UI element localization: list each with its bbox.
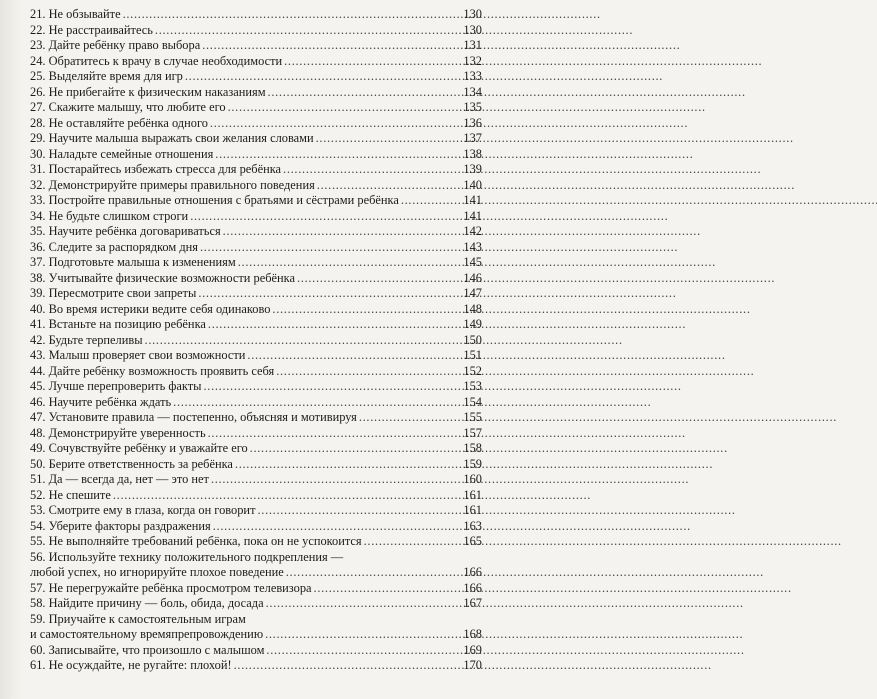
toc-dot-leader: [284, 54, 456, 70]
toc-dot-leader: [283, 162, 456, 178]
toc-dot-leader: [208, 317, 456, 333]
toc-dot-leader: [268, 85, 456, 101]
toc-entry-page: 154: [463, 394, 482, 409]
toc-entry-page: 130: [463, 7, 482, 21]
toc-entry-title: 53. Смотрите ему в глаза, когда он говорит: [30, 503, 256, 517]
toc-entry[interactable]: [30, 503, 482, 519]
toc-entry[interactable]: [30, 364, 482, 380]
toc-entry[interactable]: [30, 147, 482, 163]
toc-entry-title: 26. Не прибегайте к физическим наказаниям: [30, 84, 266, 99]
toc-dot-leader: [113, 488, 456, 504]
toc-entry-title: 54. Уберите факторы раздражения: [30, 518, 211, 533]
toc-dot-leader: [364, 534, 456, 550]
toc-dot-leader: [208, 426, 456, 442]
toc-entry-title: 28. Не оставляйте ребёнка одного: [30, 115, 208, 130]
toc-entry[interactable]: [30, 100, 482, 116]
toc-dot-leader: [257, 503, 456, 519]
toc-dot-leader: [173, 395, 456, 411]
toc-entry[interactable]: [30, 116, 482, 132]
toc-entry[interactable]: [30, 224, 482, 240]
toc-entry-title: 59. Приучайте к самостоятельным играм: [30, 611, 246, 626]
toc-entry-title: 24. Обратитесь к врачу в случае необходимости: [30, 53, 283, 68]
toc-dot-leader: [190, 209, 456, 225]
toc-entry-title: 37. Подготовьте малыша к изменениям: [30, 255, 236, 269]
toc-dot-leader: [359, 410, 456, 426]
toc-entry-title: 23. Дайте ребёнку право выбора: [30, 38, 201, 52]
toc-dot-leader: [247, 348, 456, 364]
toc-entry[interactable]: [30, 333, 482, 349]
toc-dot-leader: [297, 271, 456, 287]
toc-dot-leader: [286, 565, 456, 581]
toc-entry-page: 141: [463, 193, 482, 207]
toc-entry[interactable]: [30, 286, 482, 302]
toc-entry-title: 21. Не обзывайте: [30, 7, 121, 21]
toc-entry-page: 161: [463, 503, 482, 517]
toc-dot-leader: [202, 38, 456, 54]
toc-dot-leader: [213, 519, 456, 535]
toc-dot-leader: [234, 658, 456, 674]
toc-entry-title: 42. Будьте терпеливы: [30, 332, 143, 347]
toc-dot-leader: [123, 7, 456, 23]
toc-entry-page: 147: [463, 286, 482, 300]
toc-entry-title: любой успех, но игнорируйте плохое поведение: [30, 565, 284, 579]
toc-entry[interactable]: [30, 441, 482, 457]
toc-dot-leader: [272, 302, 456, 318]
toc-entry[interactable]: [30, 209, 482, 225]
toc-entry[interactable]: [30, 23, 482, 39]
toc-entry-page: 138: [463, 146, 482, 161]
toc-entry-page: 140: [463, 177, 482, 192]
toc-entry-title: 43. Малыш проверяет свои возможности: [30, 348, 246, 362]
toc-entry-page: 159: [463, 456, 482, 471]
toc-entry-title: 61. Не осуждайте, не ругайте: плохой!: [30, 658, 232, 672]
toc-entry-page: 165: [463, 534, 482, 548]
toc-entry-page: 143: [463, 239, 482, 254]
toc-entry-page: 153: [463, 379, 482, 393]
toc-dot-leader: [200, 240, 456, 256]
toc-entry-title: 52. Не спешите: [30, 487, 111, 502]
toc-entry-page: 132: [463, 53, 482, 68]
toc-entry-title: 56. Используйте технику положительного подкрепления —: [30, 549, 344, 564]
toc-dot-leader: [317, 178, 456, 194]
toc-entry[interactable]: [30, 317, 482, 333]
toc-dot-leader: [266, 596, 456, 612]
toc-entry-page: 166: [463, 580, 482, 595]
toc-entry-title: 44. Дайте ребёнку возможность проявить себя: [30, 363, 275, 378]
toc-entry-title: 22. Не расстраивайтесь: [30, 22, 153, 37]
toc-entry[interactable]: [30, 69, 482, 85]
toc-entry[interactable]: [30, 519, 482, 535]
toc-entry-page: 148: [463, 301, 482, 316]
toc-entry[interactable]: [30, 54, 482, 70]
toc-entry-page: 151: [463, 348, 482, 362]
toc-entry-page: 134: [463, 84, 482, 99]
toc-entry[interactable]: [30, 302, 482, 318]
toc-dot-leader: [223, 224, 456, 240]
toc-entry-title: 27. Скажите малышу, что любите его: [30, 100, 226, 114]
toc-dot-leader: [155, 23, 456, 39]
toc-entry-page: 158: [463, 441, 482, 455]
toc-entry-page: 141: [463, 208, 482, 223]
toc-entry[interactable]: [30, 85, 482, 101]
toc-entry-page: 142: [463, 224, 482, 238]
toc-entry-title: 51. Да — всегда да, нет — это нет: [30, 472, 209, 486]
toc-dot-leader: [211, 472, 456, 488]
toc-entry[interactable]: [30, 581, 482, 597]
toc-dot-leader: [228, 100, 456, 116]
toc-entry-title: 29. Научите малыша выражать свои желания словами: [30, 131, 314, 145]
toc-entry-title: 38. Учитывайте физические возможности ребёнка: [30, 270, 295, 285]
toc-entry-page: 145: [463, 255, 482, 269]
toc-entry-title: 33. Постройте правильные отношения с братьями и сёстрами ребёнка: [30, 193, 399, 207]
toc-entry-page: 146: [463, 270, 482, 285]
toc-entry-first-line[interactable]: [30, 550, 482, 566]
toc-entry[interactable]: [30, 395, 482, 411]
toc-entry-title: 41. Встаньте на позицию ребёнка: [30, 317, 206, 331]
toc-entry[interactable]: [30, 643, 482, 659]
toc-entry-title: 39. Пересмотрите свои запреты: [30, 286, 197, 300]
toc-entry[interactable]: [30, 472, 482, 488]
toc-entry-title: 30. Наладьте семейные отношения: [30, 146, 214, 161]
table-of-contents: [30, 7, 482, 674]
toc-entry-title: 55. Не выполняйте требований ребёнка, пока он не успокоится: [30, 534, 362, 548]
toc-entry-title: 36. Следите за распорядком дня: [30, 239, 198, 254]
toc-entry-page: 160: [463, 472, 482, 486]
toc-dot-leader: [145, 333, 456, 349]
toc-dot-leader: [235, 457, 456, 473]
toc-entry[interactable]: [30, 348, 482, 364]
toc-dot-leader: [266, 643, 456, 659]
toc-entry-first-line[interactable]: [30, 612, 482, 628]
toc-entry-title: 60. Записывайте, что произошло с малышом: [30, 642, 265, 657]
toc-entry-title: 40. Во время истерики ведите себя одинаково: [30, 301, 271, 316]
toc-dot-leader: [210, 116, 456, 132]
toc-entry-page: 169: [463, 642, 482, 657]
toc-entry[interactable]: [30, 379, 482, 395]
toc-dot-leader: [276, 364, 456, 380]
toc-entry-title: 32. Демонстрируйте примеры правильного поведения: [30, 177, 315, 192]
page-edge-shadow: [0, 0, 22, 699]
toc-entry-title: 46. Научите ребёнка ждать: [30, 394, 172, 409]
toc-entry-title: 48. Демонстрируйте уверенность: [30, 425, 206, 440]
toc-entry[interactable]: [30, 178, 482, 194]
toc-entry-page: 133: [463, 69, 482, 83]
toc-entry[interactable]: [30, 658, 482, 674]
toc-entry[interactable]: [30, 271, 482, 287]
toc-entry[interactable]: [30, 162, 482, 178]
toc-entry[interactable]: [30, 131, 482, 147]
toc-entry-title: 25. Выделяйте время для игр: [30, 69, 183, 83]
toc-dot-leader: [314, 581, 456, 597]
toc-dot-leader: [316, 131, 456, 147]
toc-entry-page: 161: [463, 487, 482, 502]
toc-entry-page: 152: [463, 363, 482, 378]
toc-entry[interactable]: [30, 488, 482, 504]
toc-entry-page: 168: [463, 627, 482, 641]
toc-dot-leader: [215, 147, 456, 163]
toc-entry-page: 139: [463, 162, 482, 176]
toc-entry[interactable]: [30, 7, 482, 23]
toc-entry-page: 155: [463, 410, 482, 424]
toc-entry-page: 149: [463, 317, 482, 331]
toc-entry[interactable]: [30, 426, 482, 442]
toc-entry-page: 163: [463, 518, 482, 533]
toc-dot-leader: [401, 193, 456, 209]
toc-entry-continuation[interactable]: [30, 627, 482, 643]
toc-entry[interactable]: [30, 596, 482, 612]
toc-entry-page: 157: [463, 425, 482, 440]
toc-entry-continuation[interactable]: [30, 565, 482, 581]
toc-entry-title: и самостоятельному времяпрепровождению: [30, 627, 264, 641]
toc-entry[interactable]: [30, 255, 482, 271]
toc-entry-page: 137: [463, 131, 482, 145]
toc-entry-page: 135: [463, 100, 482, 114]
toc-entry-title: 58. Найдите причину — боль, обида, досада: [30, 596, 264, 610]
toc-dot-leader: [238, 255, 456, 271]
toc-entry-title: 45. Лучше перепроверить факты: [30, 379, 202, 393]
toc-entry[interactable]: [30, 410, 482, 426]
toc-dot-leader: [203, 379, 456, 395]
toc-entry[interactable]: [30, 457, 482, 473]
toc-dot-leader: [185, 69, 456, 85]
toc-dot-leader: [265, 627, 456, 643]
toc-entry-page: 130: [463, 22, 482, 37]
toc-entry-page: 170: [463, 658, 482, 672]
toc-entry-title: 50. Берите ответственность за ребёнка: [30, 456, 233, 471]
toc-dot-leader: [250, 441, 456, 457]
toc-entry-page: 131: [463, 38, 482, 52]
toc-entry[interactable]: [30, 38, 482, 54]
toc-entry-title: 31. Постарайтесь избежать стресса для ребёнка: [30, 162, 282, 176]
toc-entry-page: 136: [463, 115, 482, 130]
toc-entry-page: 166: [463, 565, 482, 579]
toc-entry-title: 35. Научите ребёнка договариваться: [30, 224, 221, 238]
toc-entry-title: 47. Установите правила — постепенно, объясняя и мотивируя: [30, 410, 357, 424]
toc-entry-page: 167: [463, 596, 482, 610]
toc-entry[interactable]: [30, 193, 482, 209]
toc-entry-page: 150: [463, 332, 482, 347]
toc-entry-title: 34. Не будьте слишком строги: [30, 208, 189, 223]
toc-dot-leader: [198, 286, 456, 302]
toc-entry-title: 49. Сочувствуйте ребёнку и уважайте его: [30, 441, 248, 455]
toc-entry[interactable]: [30, 240, 482, 256]
toc-entry[interactable]: [30, 534, 482, 550]
toc-entry-title: 57. Не перегружайте ребёнка просмотром телевизора: [30, 580, 312, 595]
